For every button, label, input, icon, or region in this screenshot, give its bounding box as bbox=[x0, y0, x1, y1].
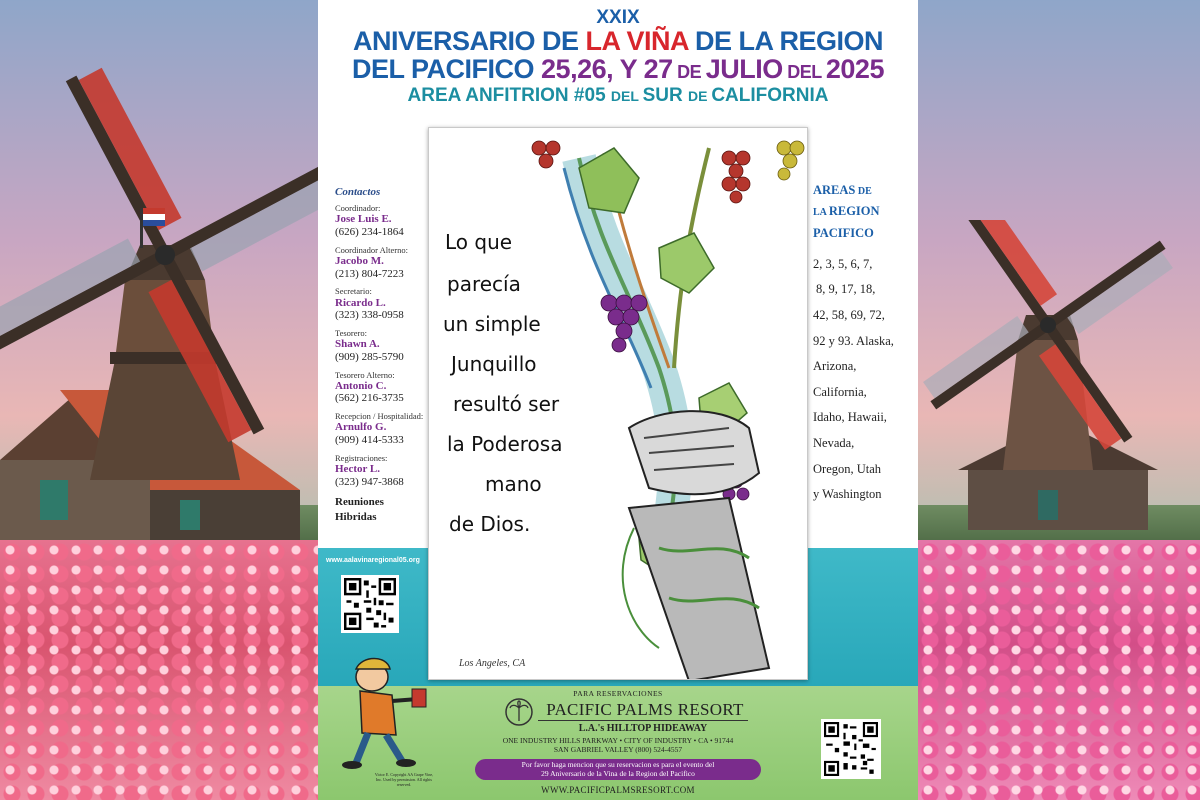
background-right-windmill-scene bbox=[918, 0, 1200, 800]
contact-name: Antonio C. bbox=[335, 379, 387, 392]
contact-phone: (213) 804-7223 bbox=[335, 267, 404, 280]
contact-item bbox=[335, 204, 435, 239]
area-line: 92 y 93. Alaska, bbox=[813, 333, 894, 348]
area-line: 8, 9, 17, 18, bbox=[816, 282, 876, 297]
quote-line: la Poderosa bbox=[447, 432, 563, 456]
contact-item bbox=[335, 412, 435, 447]
contact-role: Tesorero Alterno: bbox=[335, 369, 395, 380]
resort-address: ONE INDUSTRY HILLS PARKWAY • CITY OF INDUSTRY • CA • 91744 SAN GABRIEL VALLEY (800) 524-4557 bbox=[502, 736, 734, 755]
contact-phone: (909) 285-5790 bbox=[335, 350, 404, 363]
background-left-windmill-scene bbox=[0, 0, 318, 800]
hybrid-meetings-label: Reuniones Hibridas bbox=[335, 496, 384, 523]
contact-role: Secretario: bbox=[335, 286, 372, 297]
area-line: Nevada, bbox=[813, 435, 855, 450]
quote-line: Lo que bbox=[445, 230, 513, 254]
quote-line: un simple bbox=[443, 312, 541, 336]
copyright-text: Victor E. Copyright AA Grape Vine, Inc. Used by permission. All rights reserved. bbox=[374, 772, 434, 787]
area-line: Arizona, bbox=[813, 359, 857, 374]
contact-role: Tesorero: bbox=[335, 327, 367, 338]
contacts-title: Contactos bbox=[335, 186, 381, 198]
contact-name: Jacobo M. bbox=[335, 254, 384, 267]
contact-phone: (909) 414-5333 bbox=[335, 434, 404, 447]
resort-tagline: L.A.'s HILLTOP HIDEAWAY bbox=[538, 720, 748, 734]
title-line-1: ANIVERSARIO DE LA VIÑA DE LA REGION bbox=[352, 26, 884, 56]
contact-name: Shawn A. bbox=[335, 338, 380, 351]
artwork-panel bbox=[428, 127, 808, 680]
area-line: 42, 58, 69, 72, bbox=[813, 307, 885, 322]
quote-line: resultó ser bbox=[453, 392, 560, 416]
art-location-signature: Los Angeles, CA bbox=[459, 658, 526, 669]
contact-name: Hector L. bbox=[335, 463, 381, 476]
edition-label: XXIX bbox=[596, 7, 640, 28]
area-line: California, bbox=[813, 384, 867, 399]
contact-role: Recepcion / Hospitalidad: bbox=[335, 411, 424, 422]
contact-name: Ricardo L. bbox=[335, 296, 386, 309]
area-line: 2, 3, 5, 6, 7, bbox=[813, 256, 873, 271]
qr-code-icon[interactable] bbox=[341, 575, 399, 633]
title-line-2: DEL PACIFICO 25,26, Y 27 DE JULIO DEL 2025 bbox=[352, 54, 884, 84]
area-line: Idaho, Hawaii, bbox=[813, 410, 887, 425]
contact-name: Jose Luis E. bbox=[335, 213, 392, 226]
contact-phone: (323) 338-0958 bbox=[335, 309, 404, 322]
reservations-label: PARA RESERVACIONES bbox=[573, 689, 663, 698]
area-line: Oregon, Utah bbox=[813, 461, 882, 476]
contact-item bbox=[335, 454, 435, 489]
contact-item bbox=[335, 371, 435, 406]
resort-name: PACIFIC PALMS RESORT bbox=[546, 700, 744, 719]
reservation-note: Por favor haga mencion que su reservacion es para el evento del 29 Aniversario de la Vina de la Region del Pacifico bbox=[475, 759, 761, 780]
contact-item bbox=[335, 329, 435, 364]
contact-item bbox=[335, 246, 435, 281]
quote-line: parecía bbox=[447, 272, 521, 296]
contact-role: Registraciones: bbox=[335, 452, 388, 463]
mascot-figure-icon bbox=[332, 655, 432, 773]
contacts-panel bbox=[335, 186, 435, 524]
contact-role: Coordinador Alterno: bbox=[335, 244, 408, 255]
event-poster bbox=[318, 0, 918, 800]
quote-line: de Dios. bbox=[449, 512, 531, 536]
contact-item bbox=[335, 287, 435, 322]
contact-name: Arnulfo G. bbox=[335, 421, 387, 434]
resort-website-link[interactable]: WWW.PACIFICPALMSRESORT.COM bbox=[541, 785, 695, 795]
contact-phone: (562) 216-3735 bbox=[335, 392, 404, 405]
areas-list bbox=[813, 252, 915, 508]
title-line-3: AREA ANFITRION #05 DEL SUR DE CALIFORNIA bbox=[407, 85, 829, 106]
windmill-icon bbox=[0, 60, 318, 550]
contact-role: Coordinador: bbox=[335, 203, 381, 213]
contact-phone: (626) 234-1864 bbox=[335, 225, 404, 238]
quote-line: Junquillo bbox=[451, 352, 537, 376]
areas-heading: AREAS DE LA REGION PACIFICO bbox=[813, 183, 880, 240]
area-line: y Washington bbox=[813, 487, 882, 502]
website-url[interactable]: www.aalavinaregional05.org bbox=[326, 557, 420, 564]
areas-panel bbox=[813, 180, 915, 508]
windmill-icon bbox=[918, 220, 1200, 550]
quote-line: mano bbox=[485, 472, 542, 496]
contact-phone: (323) 947-3868 bbox=[335, 475, 404, 488]
qr-code-icon[interactable] bbox=[821, 719, 881, 779]
